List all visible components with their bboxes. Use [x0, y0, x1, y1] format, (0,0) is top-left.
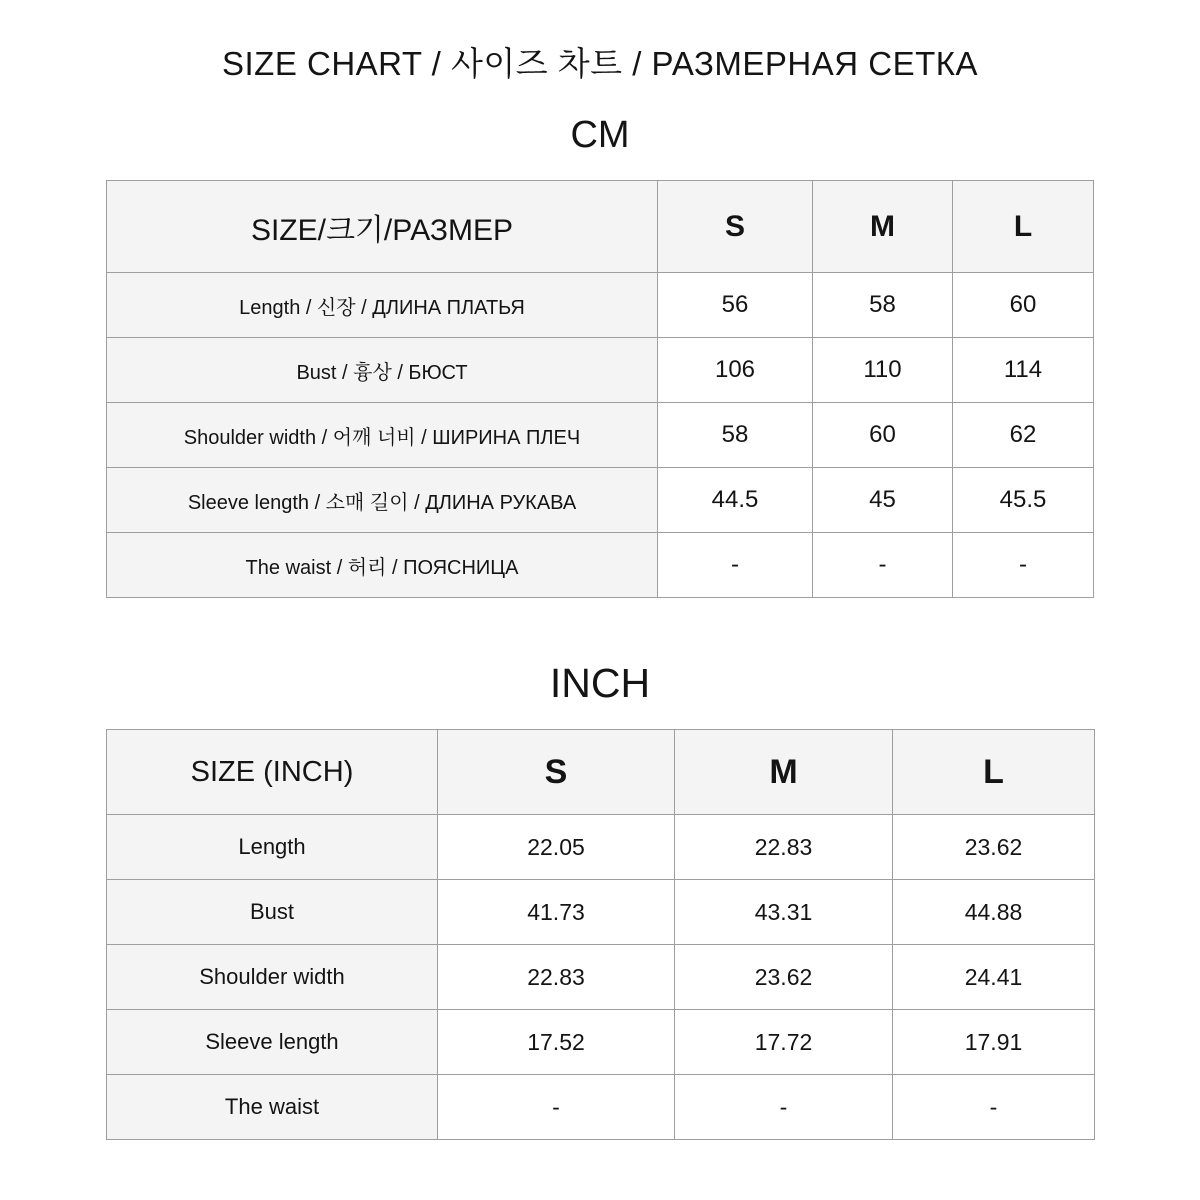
size-value-cell: 22.83: [675, 815, 893, 880]
size-value-cell: 114: [953, 338, 1094, 403]
size-value-cell: -: [438, 1075, 675, 1140]
size-value-cell: 58: [658, 403, 813, 468]
size-value-cell: 45: [813, 468, 953, 533]
row-label-cell: Shoulder width: [107, 945, 438, 1010]
inch-header-size-l: L: [893, 730, 1095, 815]
size-value-cell: 56: [658, 273, 813, 338]
size-value-cell: 23.62: [893, 815, 1095, 880]
cm-row-bust: [107, 338, 1094, 403]
size-value-cell: 45.5: [953, 468, 1094, 533]
row-label-cell: Sleeve length: [107, 1010, 438, 1075]
inch-header-size-m: M: [675, 730, 893, 815]
row-label-cell: Shoulder width / 어깨 너비 / ШИРИНА ПЛЕЧ: [107, 403, 658, 468]
size-value-cell: -: [813, 533, 953, 598]
cm-header-row: [107, 181, 1094, 273]
size-value-cell: -: [658, 533, 813, 598]
size-value-cell: 22.83: [438, 945, 675, 1010]
size-value-cell: 60: [813, 403, 953, 468]
row-label-cell: Length: [107, 815, 438, 880]
cm-header-size-s: S: [658, 181, 813, 273]
cm-size-table: [106, 180, 1094, 598]
cm-row-length: [107, 273, 1094, 338]
cm-section-heading: CM: [570, 114, 630, 157]
size-value-cell: 17.91: [893, 1010, 1095, 1075]
cm-row-shoulder-width: [107, 403, 1094, 468]
size-value-cell: -: [953, 533, 1094, 598]
row-label-cell: The waist / 허리 / ПОЯСНИЦА: [107, 533, 658, 598]
inch-header-size-s: S: [438, 730, 675, 815]
cm-header-size-l: L: [953, 181, 1094, 273]
cm-row-waist: [107, 533, 1094, 598]
row-label-cell: Sleeve length / 소매 길이 / ДЛИНА РУКАВА: [107, 468, 658, 533]
page-title: SIZE CHART / 사이즈 차트 / РАЗМЕРНАЯ СЕТКА: [221, 45, 979, 82]
size-value-cell: 106: [658, 338, 813, 403]
cm-header-label-cell: SIZE/크기/РАЗМЕР: [107, 181, 658, 273]
inch-row-length: [107, 815, 1095, 880]
size-value-cell: 17.72: [675, 1010, 893, 1075]
size-value-cell: 60: [953, 273, 1094, 338]
inch-section-heading: INCH: [549, 660, 651, 707]
size-value-cell: 62: [953, 403, 1094, 468]
size-value-cell: 22.05: [438, 815, 675, 880]
size-value-cell: 41.73: [438, 880, 675, 945]
size-value-cell: 23.62: [675, 945, 893, 1010]
inch-size-table: [106, 729, 1095, 1140]
inch-header-label-cell: SIZE (INCH): [107, 730, 438, 815]
inch-row-shoulder-width: [107, 945, 1095, 1010]
size-value-cell: -: [893, 1075, 1095, 1140]
inch-header-row: [107, 730, 1095, 815]
inch-row-bust: [107, 880, 1095, 945]
size-value-cell: 43.31: [675, 880, 893, 945]
row-label-cell: The waist: [107, 1075, 438, 1140]
inch-row-sleeve-length: [107, 1010, 1095, 1075]
row-label-cell: Bust: [107, 880, 438, 945]
size-value-cell: 44.5: [658, 468, 813, 533]
row-label-cell: Length / 신장 / ДЛИНА ПЛАТЬЯ: [107, 273, 658, 338]
size-value-cell: -: [675, 1075, 893, 1140]
row-label-cell: Bust / 흉상 / БЮСТ: [107, 338, 658, 403]
inch-row-waist: [107, 1075, 1095, 1140]
cm-header-size-m: M: [813, 181, 953, 273]
cm-row-sleeve-length: [107, 468, 1094, 533]
size-value-cell: 17.52: [438, 1010, 675, 1075]
size-value-cell: 24.41: [893, 945, 1095, 1010]
size-value-cell: 44.88: [893, 880, 1095, 945]
size-value-cell: 58: [813, 273, 953, 338]
size-value-cell: 110: [813, 338, 953, 403]
